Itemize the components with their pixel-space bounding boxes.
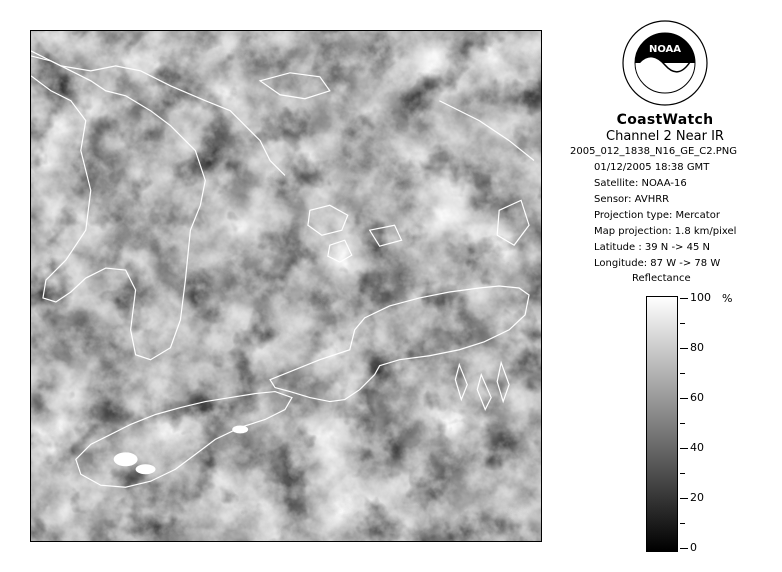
colorbar-tick-label: 60 <box>690 391 704 404</box>
channel-title: Channel 2 Near IR <box>606 129 724 144</box>
datetime-label: 01/12/2005 18:38 GMT <box>594 162 710 173</box>
latitude-label: Latitude : 39 N -> 45 N <box>594 242 710 253</box>
reflectance-colorbar <box>646 296 678 552</box>
colorbar-minor-tick <box>680 423 685 424</box>
colorbar-tick <box>680 498 688 499</box>
projection-type-label: Projection type: Mercator <box>594 210 720 221</box>
satellite-map <box>30 30 542 542</box>
sensor-label: Sensor: AVHRR <box>594 194 670 205</box>
colorbar-unit: % <box>722 292 733 305</box>
colorbar-tick-label: 100 <box>690 291 711 304</box>
colorbar-title: Reflectance <box>632 273 691 284</box>
satellite-label: Satellite: NOAA-16 <box>594 178 687 189</box>
colorbar-tick <box>680 448 688 449</box>
colorbar-tick <box>680 298 688 299</box>
filename-label: 2005_012_1838_N16_GE_C2.PNG <box>570 146 738 157</box>
noaa-logo-text: NOAA <box>648 44 682 55</box>
colorbar-tick <box>680 348 688 349</box>
colorbar-tick-label: 20 <box>690 491 704 504</box>
satellite-image <box>31 31 541 541</box>
colorbar-tick-label: 80 <box>690 341 704 354</box>
longitude-label: Longitude: 87 W -> 78 W <box>594 258 721 269</box>
colorbar-minor-tick <box>680 373 685 374</box>
colorbar-minor-tick <box>680 523 685 524</box>
colorbar-minor-tick <box>680 323 685 324</box>
map-projection-label: Map projection: 1.8 km/pixel <box>594 226 737 237</box>
noaa-logo-icon <box>622 20 708 106</box>
colorbar-tick-label: 0 <box>690 541 697 554</box>
brand-title: CoastWatch <box>616 112 714 128</box>
colorbar-tick <box>680 548 688 549</box>
colorbar-tick-label: 40 <box>690 441 704 454</box>
colorbar-minor-tick <box>680 473 685 474</box>
colorbar-tick <box>680 398 688 399</box>
